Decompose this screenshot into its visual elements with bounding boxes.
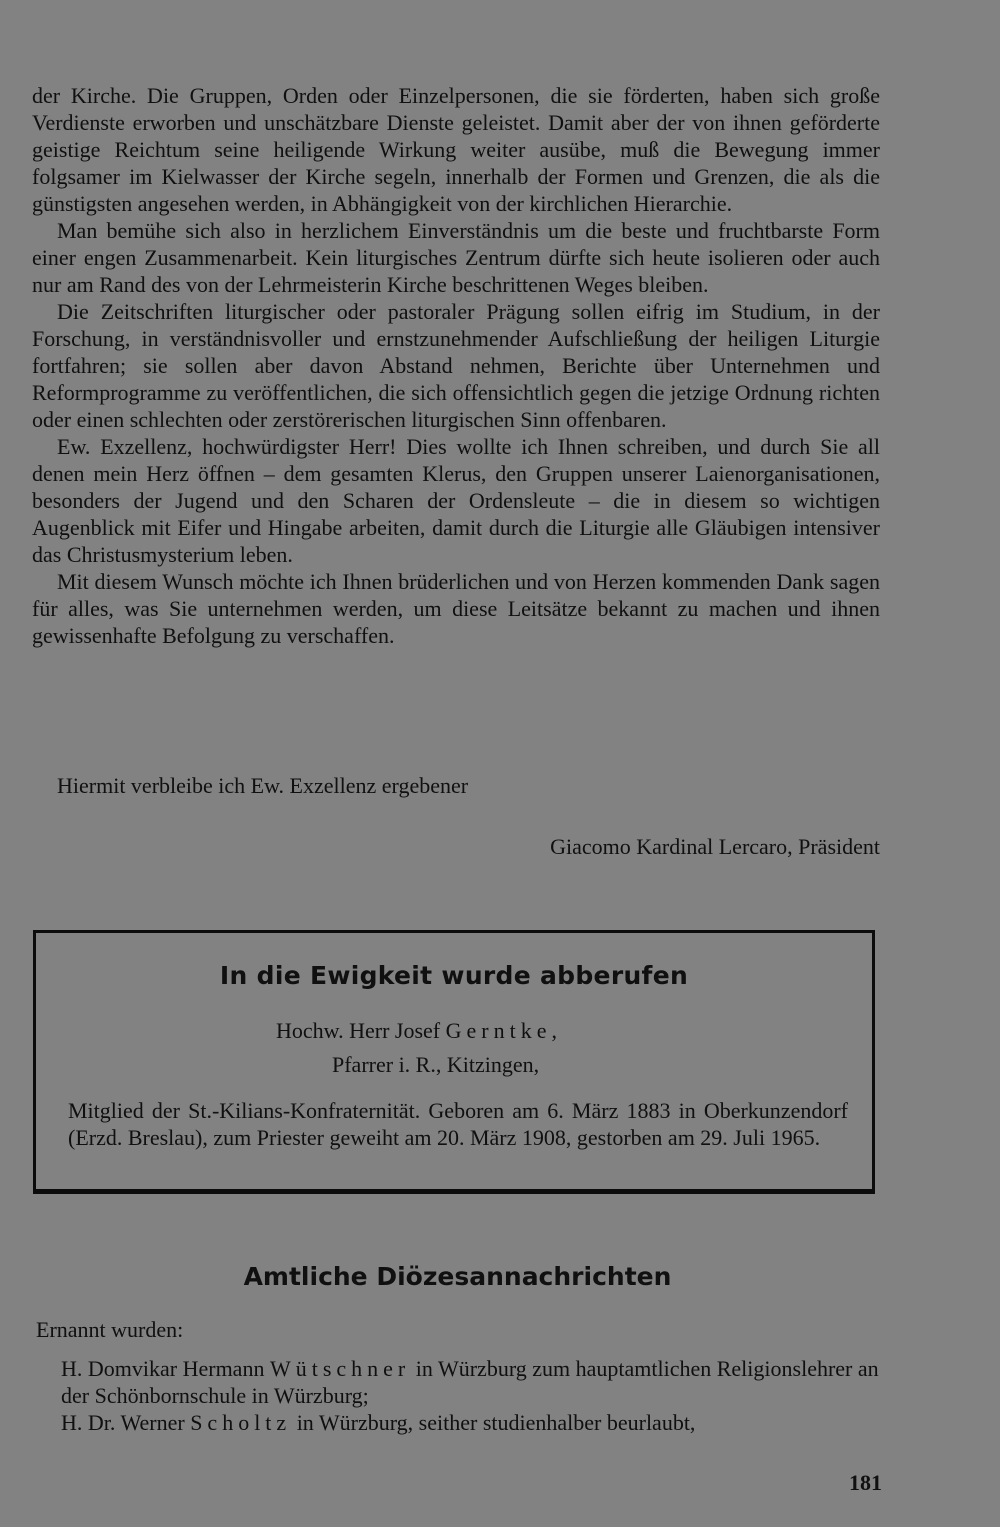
appointments-list (61, 1355, 882, 1436)
obituary-title: In die Ewigkeit wurde abberufen (219, 961, 689, 990)
letter-paragraph: Mit diesem Wunsch möchte ich Ihnen brüderlichen und von Herzen kommenden Dank sagen für alles, was Sie unternehmen werden, um diese Leitsätze bekannt zu machen und ihnen gewissenhafte Befolgung zu verschaffen. (32, 569, 880, 648)
letter-paragraph: Man bemühe sich also in herzlichem Einverständnis um die beste und fruchtbarste Form einer engen Zusammenarbeit. Kein liturgisches Zentrum dürfte sich heute isolieren oder auch nur am Rand des von der Lehrmeisterin Kirche beschrittenen Weges bleiben. (32, 218, 880, 297)
letter-signature: Giacomo Kardinal Lercaro, Präsident (550, 834, 880, 859)
obituary-surname: Gerntke (445, 1018, 552, 1043)
obituary-name (276, 1017, 557, 1044)
obituary-name-prefix: Hochw. Herr Josef (276, 1018, 441, 1043)
appointment-rest: in Würzburg, seither studienhalber beurlaubt, (296, 1410, 696, 1435)
letter-body (32, 82, 880, 649)
obituary-details: Mitglied der St.-Kilians-Konfraternität. Geboren am 6. März 1883 in Oberkunzendorf (Erzd. Breslau), zum Priester geweiht am 20. März 1908, gestorben am 29. Juli 1965. (68, 1098, 848, 1150)
appointment-rest: in Würzburg zum hauptamtlichen Religionslehrer an der Schönbornschule in Würzburg; (61, 1356, 879, 1408)
obituary-place: Pfarrer i. R., Kitzingen, (332, 1052, 540, 1077)
appointment-surname: Scholtz (190, 1410, 292, 1435)
appointment-entry (61, 1355, 882, 1409)
letter-paragraph: Die Zeitschriften liturgischer oder pastoraler Prägung sollen eifrig im Studium, in der Forschung, in verständnisvoller und ernstzunehmender Aufschließung der heiligen Liturgie fortfahren; sie sollen aber davon Abstand nehmen, Berichte über Unternehmen und Reformprogramme zu veröffentlichen, die sich offensichtlich gegen die jetzige Ordnung richten oder einen schlechten oder zerstörerischen liturgischen Sinn offenbaren. (32, 299, 880, 432)
appointed-label: Ernannt wurden: (36, 1317, 184, 1342)
appointment-surname: Wütschner (269, 1356, 411, 1381)
appointment-entry (61, 1409, 882, 1436)
appointment-prefix: H. Dr. Werner (61, 1410, 185, 1435)
obituary-box (33, 930, 875, 1194)
page-number: 181 (849, 1470, 882, 1495)
letter-paragraph: der Kirche. Die Gruppen, Orden oder Einzelpersonen, die sie förderten, haben sich große Verdienste erworben und unschätzbare Dienste geleistet. Damit aber der von ihnen geförderte geistige Reichtum seine heiligende Wirkung weiter ausübe, muß die Bewegung immer folgsamer im Kielwasser der Kirche segeln, innerhalb der Formen und Grenzen, die als die günstigsten angesehen werden, in Abhängigkeit von der kirchlichen Hierarchie. (32, 83, 880, 216)
appointment-prefix: H. Domvikar Hermann (61, 1356, 265, 1381)
obituary-name-suffix: , (551, 1018, 557, 1043)
letter-closing: Hiermit verbleibe ich Ew. Exzellenz ergebener (57, 773, 469, 798)
diocesan-news-heading: Amtliche Diözesannachrichten (243, 1262, 672, 1291)
letter-paragraph: Ew. Exzellenz, hochwürdigster Herr! Dies wollte ich Ihnen schreiben, und durch Sie all denen mein Herz öffnen – dem gesamten Klerus, den Gruppen unserer Laienorganisationen, besonders der Jugend und den Scharen der Ordensleute – die in diesem so wichtigen Augenblick mit Eifer und Hingabe arbeiten, damit durch die Liturgie alle Gläubigen intensiver das Christusmysterium leben. (32, 434, 880, 567)
